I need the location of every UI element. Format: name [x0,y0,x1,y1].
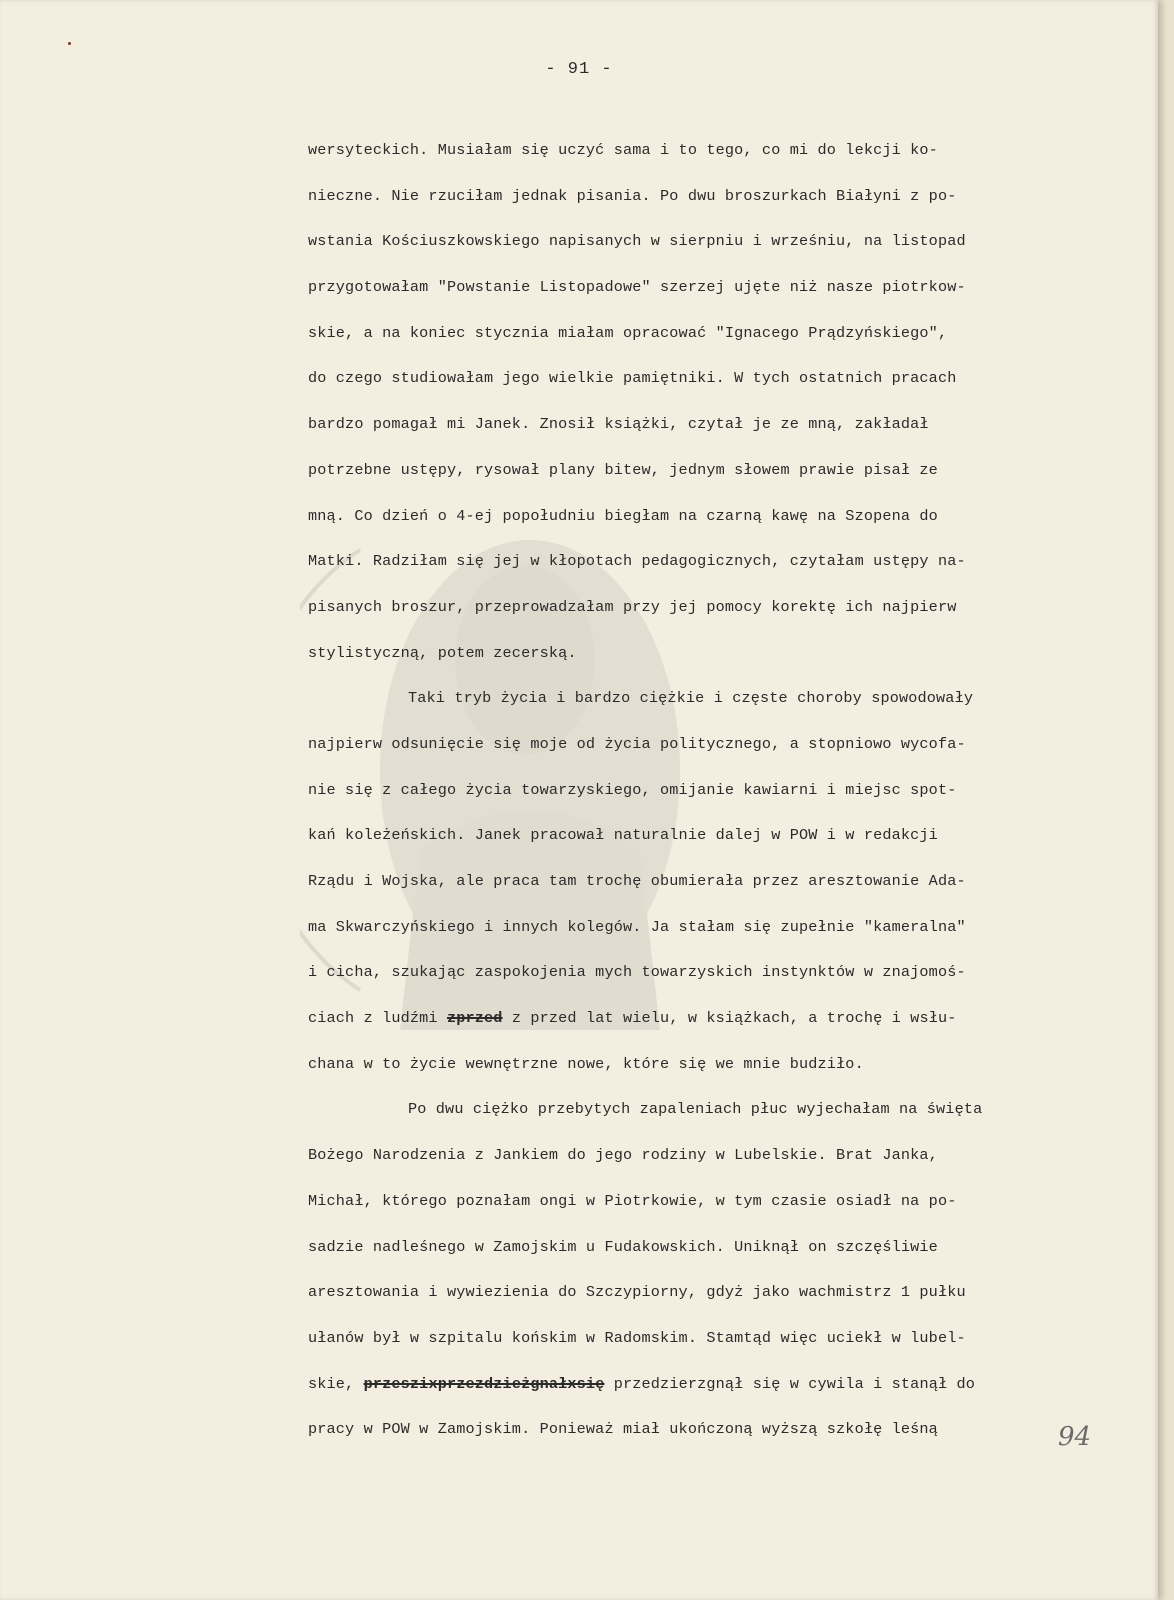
struck-out-word: zprzed [446,1009,503,1028]
text-line: bardzo pomagał mi Janek. Znosił książki, czytał je ze mną, zakładał [308,415,929,434]
text-line: stylistyczną, potem zecerską. [308,643,577,662]
text-line: aresztowania i wywiezienia do Szczypiorny, gdyż jako wachmistrz 1 pułku [308,1283,966,1302]
text-line: ma Skwarczyńskiego i innych kolegów. Ja stałam się zupełnie "kameralna" [308,917,966,936]
page-number: - 91 - [545,60,613,79]
struck-out-phrase: przeszixprzezdzieżgnałxsię [363,1374,605,1393]
text-line: chana w to życie wewnętrzne nowe, które się we mnie budziło. [308,1054,864,1073]
text-line: potrzebne ustępy, rysował plany bitew, jednym słowem prawie pisał ze [308,460,938,479]
text-line: ułanów był w szpitalu końskim w Radomskim. Stamtąd więc uciekł w lubel- [308,1328,966,1347]
text-line: nie się z całego życia towarzyskiego, omijanie kawiarni i miejsc spot- [308,780,957,799]
text-line: przygotowałam "Powstanie Listopadowe" szerzej ujęte niż nasze piotrkow- [308,278,966,297]
text-line: skie, a na koniec stycznia miałam opracować "Ignacego Prądzyńskiego", [308,323,948,342]
typed-text-body [308,128,1098,1453]
text-line: nieczne. Nie rzuciłam jednak pisania. Po dwu broszurkach Białyni z po- [308,186,957,205]
text-line: wersyteckich. Musiałam się uczyć sama i to tego, co mi do lekcji ko- [308,141,938,159]
text-line: Michał, którego poznałam ongi w Piotrkowie, w tym czasie osiadł na po- [308,1191,957,1210]
text-line: pracy w POW w Zamojskim. Ponieważ miał ukończoną wyższą szkołę leśną [308,1420,938,1439]
text-segment: z przed lat wielu, w książkach, a trochę i wsłu- [511,1009,957,1028]
text-segment: skie, [308,1374,355,1393]
text-line: Rządu i Wojska, ale praca tam trochę obumierała przez aresztowanie Ada- [308,872,966,890]
paper-mark [68,42,71,45]
text-line: Matki. Radziłam się jej w kłopotach pedagogicznych, czytałam ustępy na- [308,552,966,571]
text-segment: ciach z ludźmi [308,1009,438,1028]
paragraph-start-line: Po dwu ciężko przebytych zapaleniach płuc wyjechałam na święta [408,1100,983,1119]
text-line: najpierw odsunięcie się moje od życia politycznego, a stopniowo wycofa- [308,734,966,753]
text-line: sadzie nadleśnego w Zamojskim u Fudakowskich. Uniknął on szczęśliwie [308,1237,938,1256]
text-line: Bożego Narodzenia z Jankiem do jego rodziny w Lubelskie. Brat Janka, [308,1146,938,1165]
text-line: kań koleżeńskich. Janek pracował naturalnie dalej w POW i w redakcji [308,826,938,845]
text-line: pisanych broszur, przeprowadzałam przy jej pomocy korektę ich najpierw [308,597,957,616]
text-line-with-strikeout [308,1362,1098,1408]
handwritten-sheet-number: 94 [1058,1422,1092,1452]
text-line-with-strikeout [308,996,1098,1042]
paragraph-start-line: Taki tryb życia i bardzo ciężkie i częste choroby spowodowały [408,689,974,708]
text-line: mną. Co dzień o 4-ej popołudniu biegłam na czarną kawę na Szopena do [308,506,938,525]
text-segment: przedzierzgnął się w cywila i stanął do [613,1374,976,1393]
text-line: i cicha, szukając zaspokojenia mych towarzyskich instynktów w znajomoś- [308,963,966,982]
text-line: wstania Kościuszkowskiego napisanych w sierpniu i wrześniu, na listopad [308,232,966,251]
text-line: do czego studiowałam jego wielkie pamiętniki. W tych ostatnich pracach [308,369,957,388]
